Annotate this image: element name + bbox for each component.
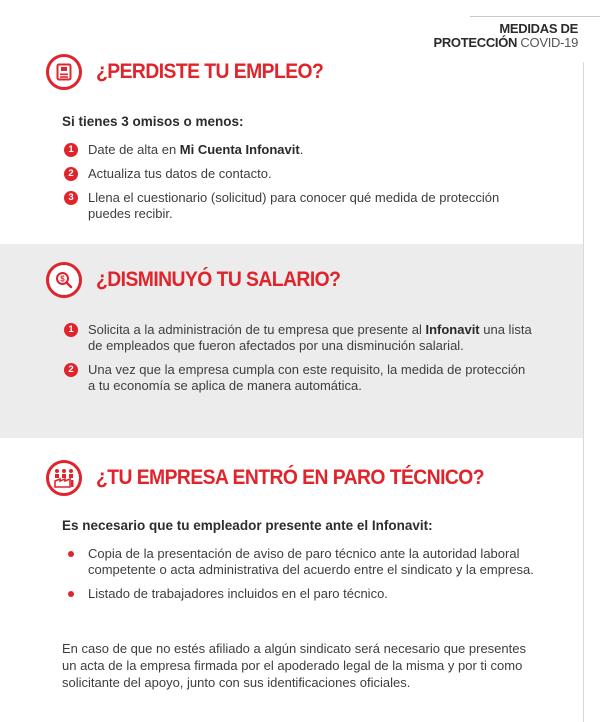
list-item [64,322,534,354]
item-text: Listado de trabajadores incluidos en el paro técnico. [88,586,388,601]
step-number: 3 [64,191,78,205]
section-title: ¿DISMINUYÓ TU SALARIO? [96,268,341,291]
section-technical-stoppage [0,438,583,722]
section-title: ¿PERDISTE TU EMPLEO? [96,60,324,83]
list-item [64,546,534,578]
list-item [64,586,534,602]
brand-line-2-rest: COVID-19 [517,35,578,50]
bullet-dot-icon [68,591,74,597]
money-search-icon [46,262,82,298]
item-text-post: . [299,142,304,157]
factory-workers-icon [46,460,82,496]
item-text: Una vez que la empresa cumpla con este requisito, la medida de protección a tu economía se aplica de manera automática. [88,362,526,393]
list-item [64,362,534,394]
requirements-list [64,546,534,610]
item-text-bold: Mi Cuenta Infonavit [179,142,300,157]
item-text: Copia de la presentación de aviso de paro técnico ante la autoridad laboral competente o acta administrativa del acuerdo entre el sindicato y la empresa. [88,546,534,577]
list-item [64,142,534,158]
item-text: Actualiza tus datos de contacto. [88,166,272,181]
section-lead: Si tienes 3 omisos o menos: [62,114,244,129]
item-text-post: una lista de empleados que fueron afectados por una disminución salarial. [88,322,532,353]
svg-text:$: $ [60,274,65,284]
brand-mark [433,22,578,50]
brand-line-2-bold: PROTECCIÓN [433,35,518,50]
step-number: 1 [64,323,78,337]
item-text-pre: Date de alta en [88,142,180,157]
item-text: Llena el cuestionario (solicitud) para conocer qué medida de protección puedes recibir. [88,190,500,221]
section-note: En caso de que no estés afiliado a algún sindicato será necesario que presentes un acta de la empresa firmada por el apoderado legal de la misma y por ti como solicitante del apoyo, junto con sus identificaciones oficiales. [62,641,526,690]
steps-list [64,322,534,402]
section-reduced-salary [0,244,583,438]
steps-list [64,142,534,230]
section-heading [46,262,362,298]
list-item [64,166,534,182]
section-title: ¿TU EMPRESA ENTRÓ EN PARO TÉCNICO? [96,466,485,489]
section-lost-job [0,48,583,244]
list-item [64,190,534,222]
step-number: 2 [64,167,78,181]
step-number: 2 [64,363,78,377]
header-divider [470,16,600,17]
bullet-dot-icon [68,551,74,557]
page-side-rule [583,62,584,722]
item-text-bold: Infonavit [425,322,480,337]
section-heading [46,460,518,496]
section-heading [46,54,343,90]
item-text-pre: Solicita a la administración de tu empresa que presente al [88,322,426,337]
section-lead: Es necesario que tu empleador presente ante el Infonavit: [62,518,433,533]
document-icon [46,54,82,90]
step-number: 1 [64,143,78,157]
brand-line-1: MEDIDAS DE [499,21,578,36]
